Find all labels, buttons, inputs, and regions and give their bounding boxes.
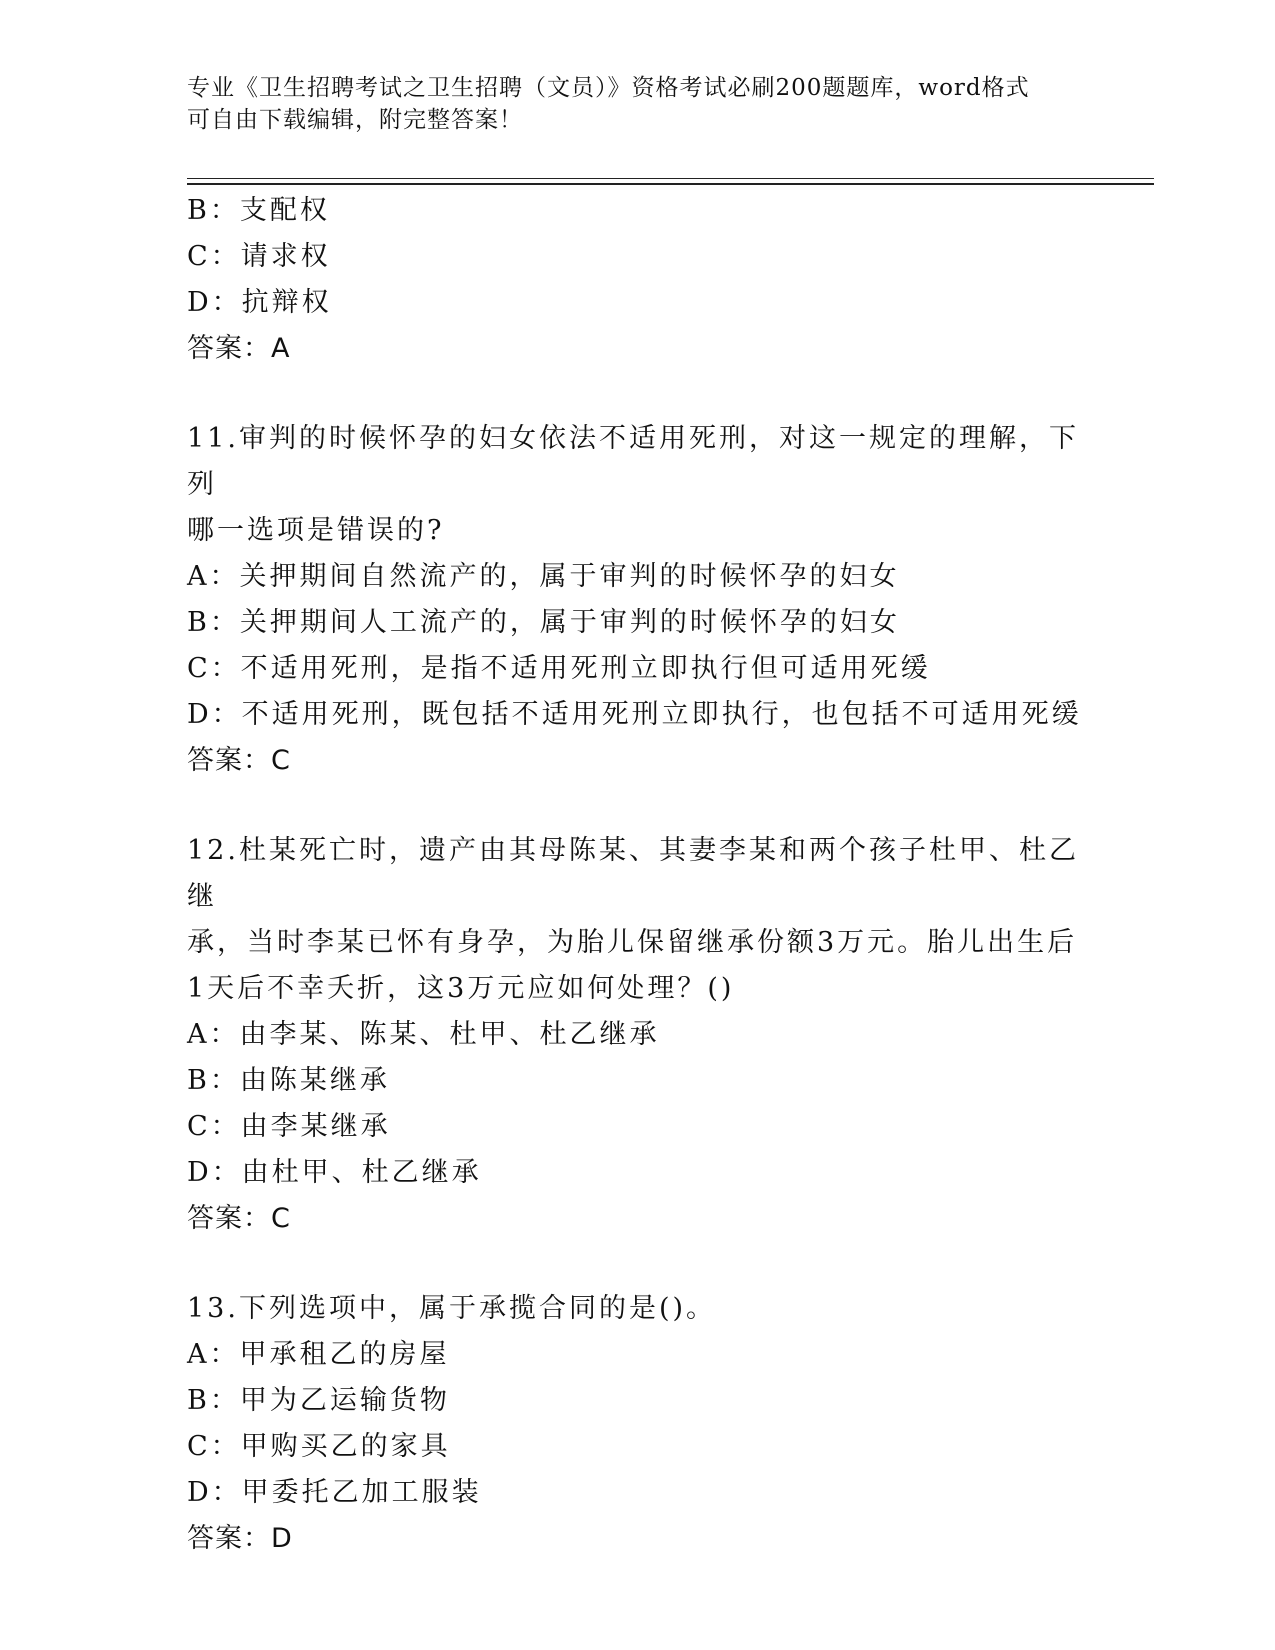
stem-line: 13.下列选项中，属于承揽合同的是()。 bbox=[187, 1293, 717, 1324]
question-list bbox=[187, 188, 1087, 1562]
answer-line: 答案：A bbox=[187, 333, 291, 364]
question-12-block bbox=[187, 828, 1087, 1242]
stem-line: 1天后不幸夭折，这3万元应如何处理？() bbox=[187, 973, 735, 1004]
document-header bbox=[187, 72, 1067, 136]
stem-line: 11.审判的时候怀孕的妇女依法不适用死刑，对这一规定的理解，下列 bbox=[187, 423, 1079, 500]
stem-line: 哪一选项是错误的? bbox=[187, 515, 445, 546]
question-stem bbox=[187, 828, 1087, 1012]
option-a: A：甲承租乙的房屋 bbox=[187, 1339, 450, 1370]
prev-question-block bbox=[187, 188, 1087, 372]
option-d: D：不适用死刑，既包括不适用死刑立即执行，也包括不可适用死缓 bbox=[187, 699, 1082, 730]
question-stem bbox=[187, 416, 1087, 554]
option-a: A：由李某、陈某、杜甲、杜乙继承 bbox=[187, 1019, 660, 1050]
stem-line: 承，当时李某已怀有身孕，为胎儿保留继承份额3万元。胎儿出生后 bbox=[187, 927, 1078, 958]
spacer bbox=[187, 1242, 1087, 1286]
question-13-block bbox=[187, 1286, 1087, 1562]
answer-line: 答案：C bbox=[187, 1203, 291, 1234]
option-d: D：抗辩权 bbox=[187, 287, 332, 318]
option-d: D：由杜甲、杜乙继承 bbox=[187, 1157, 482, 1188]
option-b: B：由陈某继承 bbox=[187, 1065, 390, 1096]
option-a: A：关押期间自然流产的，属于审判的时候怀孕的妇女 bbox=[187, 561, 900, 592]
answer-line: 答案：C bbox=[187, 745, 291, 776]
question-stem bbox=[187, 1286, 1087, 1332]
header-line-2: 可自由下载编辑，附完整答案！ bbox=[187, 107, 523, 133]
spacer bbox=[187, 784, 1087, 828]
option-b: B：甲为乙运输货物 bbox=[187, 1385, 450, 1416]
stem-line: 12.杜某死亡时，遗产由其母陈某、其妻李某和两个孩子杜甲、杜乙继 bbox=[187, 835, 1079, 912]
header-divider-thin bbox=[187, 178, 1154, 179]
option-c: C：由李某继承 bbox=[187, 1111, 391, 1142]
option-d: D：甲委托乙加工服装 bbox=[187, 1477, 482, 1508]
option-b: B：支配权 bbox=[187, 195, 330, 226]
option-c: C：不适用死刑，是指不适用死刑立即执行但可适用死缓 bbox=[187, 653, 931, 684]
option-b: B：关押期间人工流产的，属于审判的时候怀孕的妇女 bbox=[187, 607, 900, 638]
header-line-1: 专业《卫生招聘考试之卫生招聘（文员）》资格考试必刷200题题库，word格式 bbox=[187, 75, 1030, 101]
question-11-block bbox=[187, 416, 1087, 784]
header-divider-thick bbox=[187, 183, 1154, 185]
option-c: C：请求权 bbox=[187, 241, 331, 272]
spacer bbox=[187, 372, 1087, 416]
answer-line: 答案：D bbox=[187, 1523, 293, 1554]
option-c: C：甲购买乙的家具 bbox=[187, 1431, 451, 1462]
